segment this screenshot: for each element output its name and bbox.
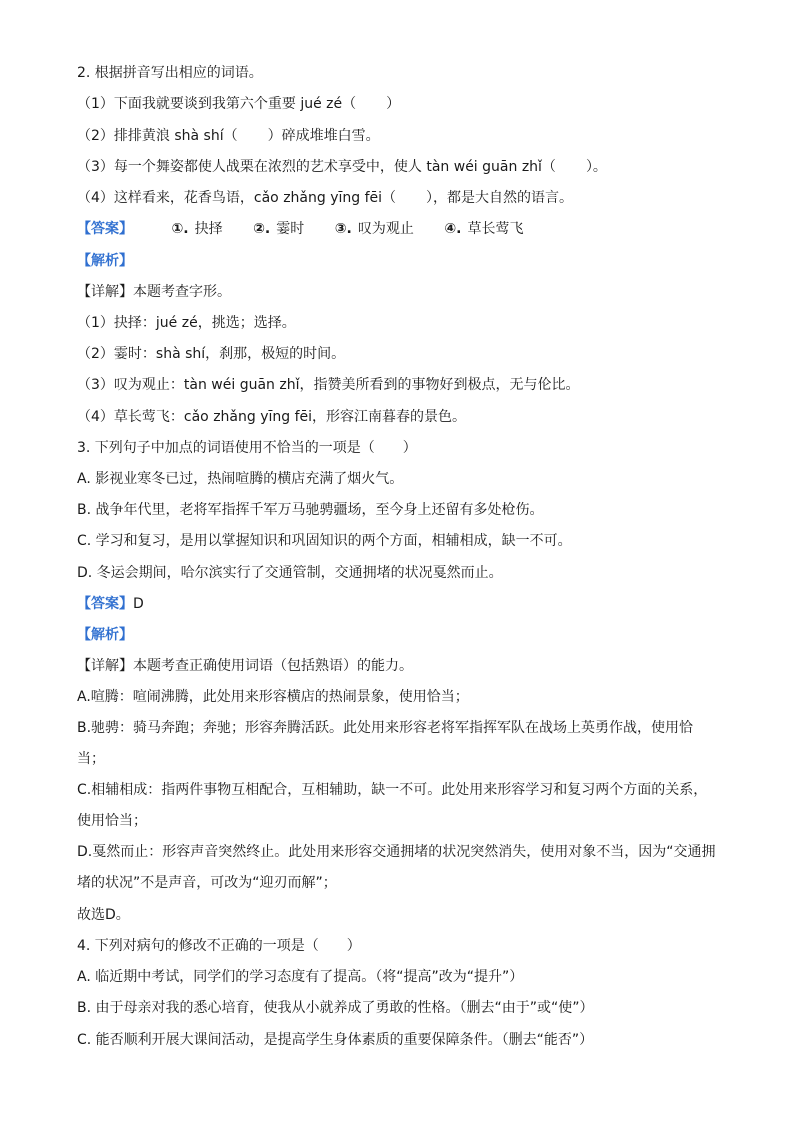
- analysis-tag: 【解析】: [77, 253, 133, 269]
- answer-item: ②. 霎时: [253, 221, 305, 237]
- q3-option-d: D. 冬运会期间，哈尔滨实行了交通管制，交通拥堵的状况戛然而止。: [77, 565, 503, 581]
- q3-explanation-a: A.喧腾：喧闹沸腾，此处用来形容横店的热闹景象，使用恰当；: [77, 689, 469, 705]
- answer-tag: 【答案】: [77, 221, 133, 237]
- q2-explanation-1: （1）抉择：jué zé，挑选；选择。: [77, 315, 296, 331]
- q3-detail: 【详解】本题考查正确使用词语（包括熟语）的能力。: [77, 658, 413, 674]
- q3-answer-row: [77, 594, 717, 614]
- q3-conclusion: 故选D。: [77, 907, 130, 923]
- q2-explanation-4: （4）草长莺飞：cǎo zhǎng yīng fēi，形容江南暮春的景色。: [77, 409, 467, 425]
- q4-option-b: B. 由于母亲对我的悉心培育，使我从小就养成了勇敢的性格。（删去“由于”或“使”）: [77, 1000, 594, 1016]
- q4-option-a: A. 临近期中考试，同学们的学习态度有了提高。（将“提高”改为“提升”）: [77, 969, 524, 985]
- answer-value: D: [133, 596, 144, 612]
- answer-item: ①. 抉择: [171, 221, 223, 237]
- q4-title: 4. 下列对病句的修改不正确的一项是（ ）: [77, 938, 361, 954]
- q2-explanation-3: （3）叹为观止：tàn wéi guān zhǐ，指赞美所看到的事物好到极点，无与伦比。: [77, 377, 580, 393]
- q3-title: 3. 下列句子中加点的词语使用不恰当的一项是（ ）: [77, 440, 417, 456]
- q2-item-4: （4）这样看来，花香鸟语，cǎo zhǎng yīng fēi（ ），都是大自然的语言。: [77, 190, 574, 206]
- q2-item-3: （3）每一个舞姿都使人战栗在浓烈的艺术享受中，使人 tàn wéi guān zhǐ（ ）。: [77, 159, 607, 175]
- q2-explanation-2: （2）霎时：shà shí，刹那，极短的时间。: [77, 346, 346, 362]
- analysis-tag: 【解析】: [77, 627, 133, 643]
- q2-item-1: （1）下面我就要谈到我第六个重要 jué zé（ ）: [77, 96, 401, 112]
- q3-option-b: B. 战争年代里，老将军指挥千军万马驰骋疆场，至今身上还留有多处枪伤。: [77, 502, 544, 518]
- answer-tag: 【答案】: [77, 596, 133, 612]
- q2-answer-row: [77, 219, 717, 239]
- q2-item-2: （2）排排黄浪 shà shí（ ）碎成堆堆白雪。: [77, 128, 380, 144]
- answer-item: ③. 叹为观止: [334, 221, 414, 237]
- q2-title: 2. 根据拼音写出相应的词语。: [77, 65, 263, 81]
- answer-item: ④. 草长莺飞: [444, 221, 524, 237]
- q4-option-c: C. 能否顺利开展大课间活动，是提高学生身体素质的重要保障条件。（删去“能否”）: [77, 1032, 594, 1048]
- q3-explanation-d: D.戛然而止：形容声音突然终止。此处用来形容交通拥堵的状况突然消失，使用对象不当，因为“交通拥堵的状况”不是声音，可改为“迎刃而解”；: [77, 844, 716, 891]
- q2-detail: 【详解】本题考查字形。: [77, 284, 231, 300]
- q3-explanation-c: C.相辅相成：指两件事物互相配合，互相辅助，缺一不可。此处用来形容学习和复习两个方面的关系，使用恰当；: [77, 782, 708, 829]
- q3-option-c: C. 学习和复习，是用以掌握知识和巩固知识的两个方面，相辅相成，缺一不可。: [77, 533, 572, 549]
- q3-explanation-b: B.驰骋：骑马奔跑；奔驰；形容奔腾活跃。此处用来形容老将军指挥军队在战场上英勇作战，使用恰当；: [77, 720, 694, 767]
- q3-option-a: A. 影视业寒冬已过，热闹喧腾的横店充满了烟火气。: [77, 471, 404, 487]
